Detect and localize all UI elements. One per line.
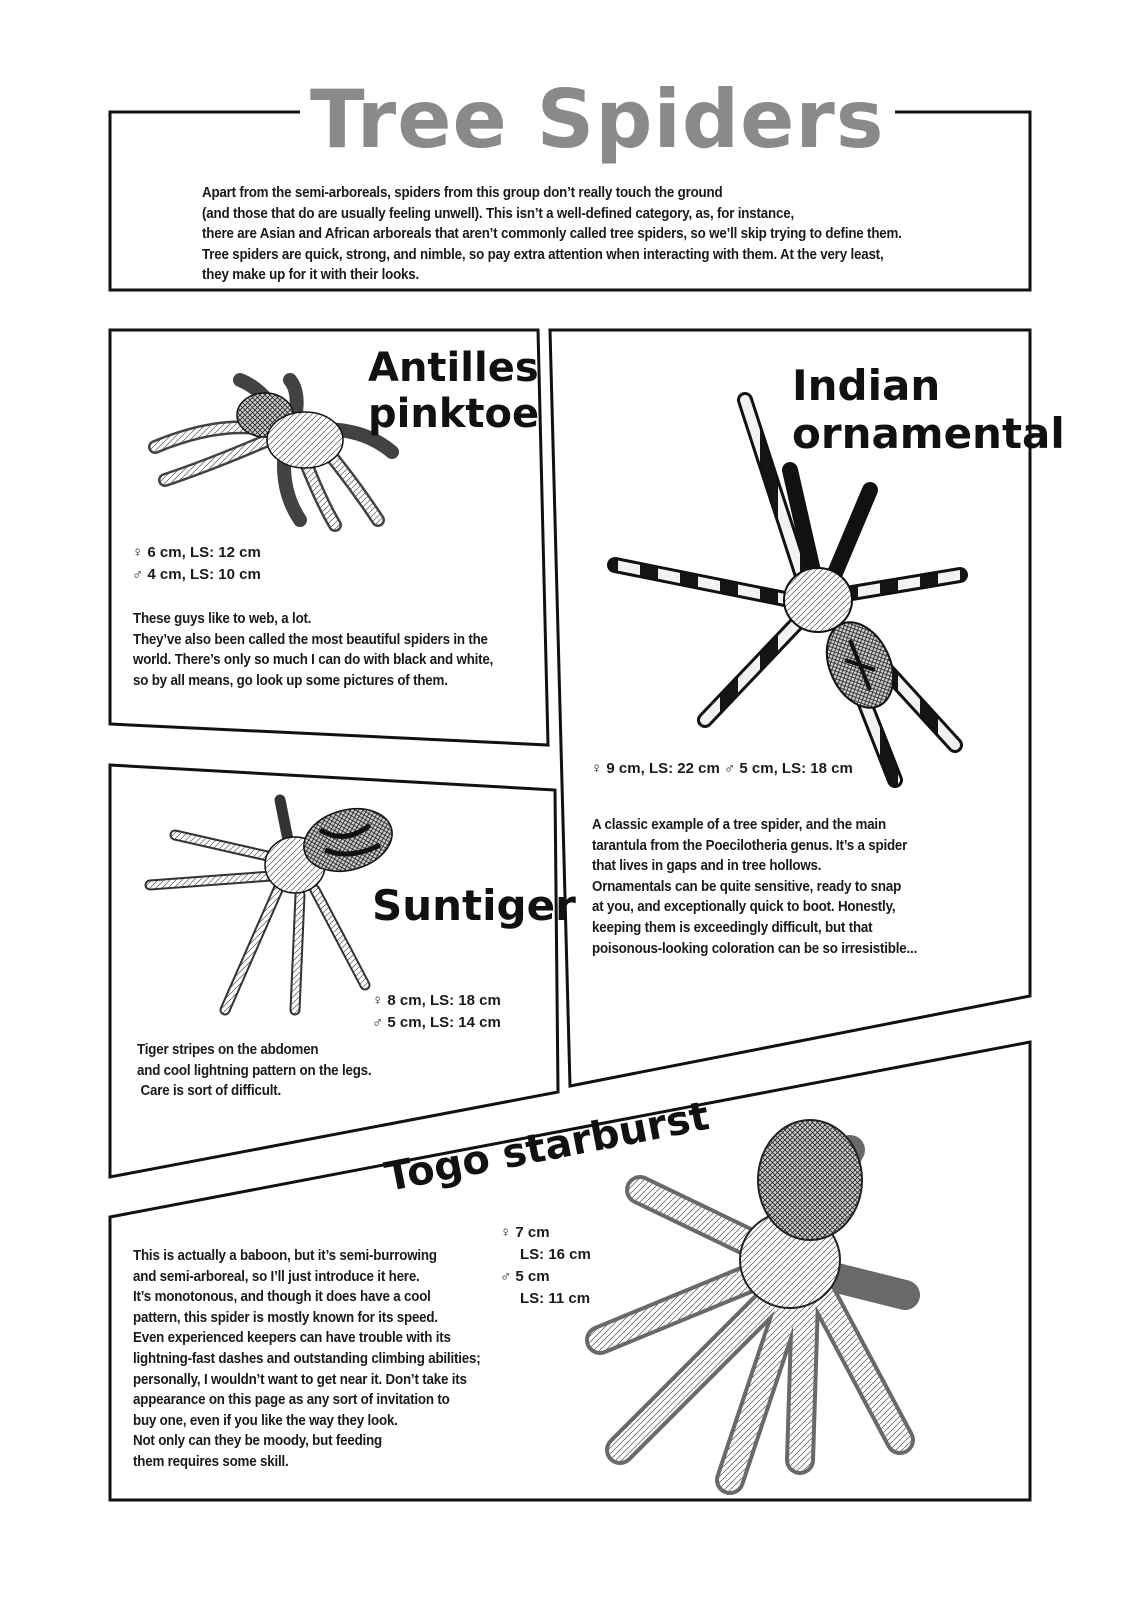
female-size: ♀ 7 cm bbox=[500, 1224, 550, 1241]
suntiger-stats bbox=[372, 990, 501, 1034]
antilles-title: Antilles pinktoe bbox=[368, 345, 540, 437]
intro-line: Tree spiders are quick, strong, and nimble, so pay extra attention when interacting with them. At the very least, bbox=[202, 246, 884, 263]
female-leg-span: LS: 16 cm bbox=[520, 1246, 591, 1263]
intro-line: Apart from the semi-arboreals, spiders from this group don’t really touch the ground bbox=[202, 185, 723, 201]
suntiger-illustration bbox=[150, 799, 399, 1010]
togo-stats bbox=[500, 1222, 591, 1310]
male-size: ♂ 4 cm, LS: 10 cm bbox=[132, 566, 261, 583]
intro-line: (and those that do are usually feeling unwell). This isn’t a well-defined category, as, for instance, bbox=[202, 205, 794, 222]
antilles-pinktoe-illustration bbox=[155, 380, 392, 525]
female-size: ♀ 8 cm, LS: 18 cm bbox=[372, 992, 501, 1009]
togo-starburst-illustration bbox=[600, 1120, 905, 1480]
antilles-stats bbox=[132, 542, 261, 586]
intro-line: there are Asian and African arboreals that aren’t commonly called tree spiders, so we’ll skip trying to define them. bbox=[202, 226, 902, 243]
intro-line: they make up for it with their looks. bbox=[202, 267, 420, 284]
antilles-description: These guys like to web, a lot. They’ve also been called the most beautiful spiders in the world. There’s only so much I can do with black and white, so by all means, go look up some pictures of them. bbox=[133, 611, 494, 689]
suntiger-description: Tiger stripes on the abdomen and cool lightning pattern on the legs. Care is sort of difficult. bbox=[137, 1042, 372, 1100]
male-size: ♂ 5 cm bbox=[500, 1268, 550, 1285]
indian-description: A classic example of a tree spider, and the main tarantula from the Poecilotheria genus. It’s a spider that lives in gaps and in tree hollows. Ornamentals can be quite sensitive, ready to snap at you, and exceptionally quick to boot. Honestly, keeping them is exceedingly difficult, but that poisonous-looking coloration can be so irresistible... bbox=[592, 817, 918, 957]
female-size: ♀ 6 cm, LS: 12 cm bbox=[132, 544, 261, 561]
intro-text bbox=[202, 183, 902, 286]
male-leg-span: LS: 11 cm bbox=[520, 1290, 591, 1307]
male-size: ♂ 5 cm, LS: 14 cm bbox=[372, 1014, 501, 1031]
page-title: Tree Spiders bbox=[300, 72, 895, 168]
indian-title: Indian ornamental bbox=[792, 361, 1065, 458]
suntiger-title: Suntiger bbox=[372, 881, 576, 930]
togo-title: Togo starburst bbox=[381, 1093, 713, 1201]
indian-stats: ♀ 9 cm, LS: 22 cm ♂ 5 cm, LS: 18 cm bbox=[591, 760, 853, 777]
togo-description: This is actually a baboon, but it’s semi-burrowing and semi-arboreal, so I’ll just introduce it here. It’s monotonous, and though it does have a cool pattern, this spider is mostly known for its speed. Even experienced keepers can have trouble with its lightning-fast dashes and outstanding climbing abilities; personally, I wouldn’t want to get near it. Don’t take its appearance on this page as any sort of invitation to buy one, even if you like the way they look. Not only can they be moody, but feeding them requires some skill. bbox=[133, 1248, 481, 1470]
